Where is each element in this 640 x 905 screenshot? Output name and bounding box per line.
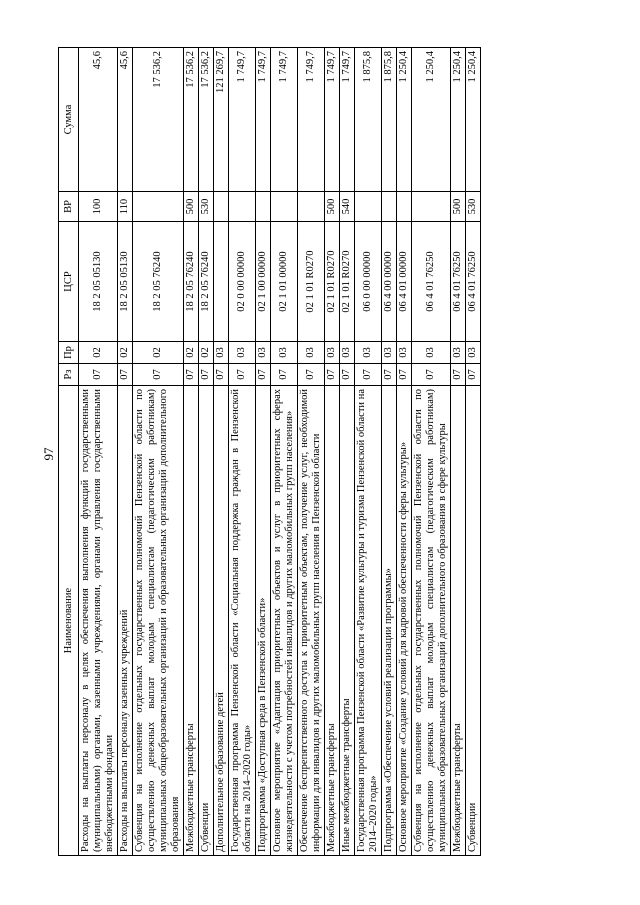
cell-csr: 06 0 00 00000 <box>355 222 382 342</box>
table-row <box>298 48 325 856</box>
cell-vr: 500 <box>325 192 340 222</box>
cell-sum: 1 875,8 <box>382 48 397 192</box>
cell-name: Субвенция на исполнение отдельных государственных полномочий Пензенской области по осуществлению денежных выплат молодым специалистам (педагогическим работникам) муниципальных общеобразовательных организаций и образовательных организаций дополнительного образования <box>133 386 184 856</box>
cell-csr: 18 2 05 76240 <box>184 222 199 342</box>
cell-csr: 06 4 01 00000 <box>397 222 412 342</box>
cell-pr: 03 <box>382 342 397 364</box>
cell-csr: 02 1 01 R0270 <box>298 222 325 342</box>
cell-pr: 02 <box>118 342 133 364</box>
cell-vr <box>271 192 298 222</box>
cell-sum: 1 749,7 <box>340 48 355 192</box>
cell-sum: 1 749,7 <box>256 48 271 192</box>
cell-csr: 18 2 05 76240 <box>199 222 214 342</box>
cell-vr: 540 <box>340 192 355 222</box>
table-row <box>79 48 118 856</box>
cell-vr <box>229 192 256 222</box>
cell-csr: 06 4 01 76250 <box>412 222 451 342</box>
cell-csr: 06 4 01 76250 <box>466 222 481 342</box>
cell-vr: 110 <box>118 192 133 222</box>
cell-pr: 03 <box>271 342 298 364</box>
cell-vr <box>214 192 229 222</box>
cell-pr: 03 <box>325 342 340 364</box>
cell-rz: 07 <box>466 364 481 386</box>
table-row <box>451 48 466 856</box>
cell-sum: 17 536,2 <box>133 48 184 192</box>
cell-name: Субвенции <box>199 386 214 856</box>
cell-rz: 07 <box>79 364 118 386</box>
cell-pr: 02 <box>79 342 118 364</box>
cell-csr: 18 2 05 05130 <box>79 222 118 342</box>
cell-name: Межбюджетные трансферты <box>325 386 340 856</box>
page-number: 97 <box>41 447 56 461</box>
table-header <box>59 48 79 856</box>
table-row <box>397 48 412 856</box>
cell-sum: 45,6 <box>79 48 118 192</box>
table-row <box>133 48 184 856</box>
cell-csr: 18 2 05 05130 <box>118 222 133 342</box>
cell-sum: 17 536,2 <box>184 48 199 192</box>
cell-pr: 03 <box>397 342 412 364</box>
cell-sum: 1 875,8 <box>355 48 382 192</box>
cell-name: Иные межбюджетные трансферты <box>340 386 355 856</box>
cell-rz: 07 <box>256 364 271 386</box>
cell-name: Обеспечение беспрепятственного доступа к приоритетным объектам, получение услуг, необходимой информации для инвалидов и других маломобильных групп населения в Пензенской области <box>298 386 325 856</box>
header-sum: Сумма <box>59 48 79 192</box>
table-row <box>229 48 256 856</box>
budget-table-container <box>58 48 582 856</box>
cell-name: Основное мероприятие «Создание условий для кадровой обеспеченности сферы культуры» <box>397 386 412 856</box>
cell-pr: 03 <box>451 342 466 364</box>
cell-rz: 07 <box>229 364 256 386</box>
cell-csr: 02 0 00 00000 <box>229 222 256 342</box>
header-csr: ЦСР <box>59 222 79 342</box>
table-body <box>79 48 481 856</box>
cell-pr: 02 <box>133 342 184 364</box>
cell-rz: 07 <box>382 364 397 386</box>
cell-vr <box>397 192 412 222</box>
table-row <box>184 48 199 856</box>
cell-rz: 07 <box>184 364 199 386</box>
table-row <box>118 48 133 856</box>
cell-pr: 02 <box>199 342 214 364</box>
cell-vr <box>133 192 184 222</box>
cell-vr: 530 <box>466 192 481 222</box>
cell-rz: 07 <box>133 364 184 386</box>
cell-rz: 07 <box>271 364 298 386</box>
cell-vr <box>412 192 451 222</box>
cell-vr: 500 <box>184 192 199 222</box>
table-row <box>382 48 397 856</box>
cell-pr: 03 <box>340 342 355 364</box>
cell-pr: 03 <box>214 342 229 364</box>
cell-csr: 02 1 00 00000 <box>256 222 271 342</box>
table-row <box>199 48 214 856</box>
table-row <box>214 48 229 856</box>
cell-name: Государственная программа Пензенской области «Социальная поддержка граждан в Пензенской области на 2014–2020 годы» <box>229 386 256 856</box>
cell-pr: 03 <box>229 342 256 364</box>
cell-csr: 02 1 01 R0270 <box>340 222 355 342</box>
cell-sum: 45,6 <box>118 48 133 192</box>
cell-rz: 07 <box>451 364 466 386</box>
cell-name: Межбюджетные трансферты <box>184 386 199 856</box>
cell-csr: 06 4 00 00000 <box>382 222 397 342</box>
cell-sum: 1 749,7 <box>298 48 325 192</box>
cell-sum: 1 749,7 <box>271 48 298 192</box>
cell-vr <box>382 192 397 222</box>
cell-name: Субвенции <box>466 386 481 856</box>
cell-pr: 03 <box>412 342 451 364</box>
cell-vr <box>355 192 382 222</box>
cell-rz: 07 <box>397 364 412 386</box>
cell-sum: 1 250,4 <box>451 48 466 192</box>
cell-pr: 03 <box>256 342 271 364</box>
header-name: Наименование <box>59 386 79 856</box>
cell-name: Межбюджетные трансферты <box>451 386 466 856</box>
cell-csr <box>214 222 229 342</box>
table-row <box>355 48 382 856</box>
table-row <box>466 48 481 856</box>
table-row <box>325 48 340 856</box>
cell-csr: 06 4 01 76250 <box>451 222 466 342</box>
cell-rz: 07 <box>214 364 229 386</box>
header-vr: ВР <box>59 192 79 222</box>
cell-vr: 500 <box>451 192 466 222</box>
cell-name: Дополнительное образование детей <box>214 386 229 856</box>
cell-vr: 100 <box>79 192 118 222</box>
cell-rz: 07 <box>199 364 214 386</box>
cell-vr <box>256 192 271 222</box>
budget-table <box>58 47 481 856</box>
cell-rz: 07 <box>340 364 355 386</box>
cell-name: Подпрограмма «Доступная среда в Пензенской области» <box>256 386 271 856</box>
header-pr: Пр <box>59 342 79 364</box>
cell-rz: 07 <box>325 364 340 386</box>
header-row <box>59 48 79 856</box>
table-row <box>340 48 355 856</box>
cell-sum: 1 749,7 <box>229 48 256 192</box>
cell-rz: 07 <box>298 364 325 386</box>
cell-sum: 1 250,4 <box>466 48 481 192</box>
cell-sum: 1 749,7 <box>325 48 340 192</box>
cell-sum: 17 536,2 <box>199 48 214 192</box>
cell-csr: 02 1 01 R0270 <box>325 222 340 342</box>
cell-rz: 07 <box>355 364 382 386</box>
cell-sum: 1 250,4 <box>412 48 451 192</box>
table-row <box>256 48 271 856</box>
cell-pr: 03 <box>355 342 382 364</box>
cell-rz: 07 <box>118 364 133 386</box>
cell-name: Основное мероприятие «Адаптация приоритетных объектов и услуг в приоритетных сферах жизнедеятельности с учетом потребностей инвалидов и других маломобильных групп населения» <box>271 386 298 856</box>
cell-pr: 02 <box>184 342 199 364</box>
cell-pr: 03 <box>298 342 325 364</box>
cell-name: Субвенция на исполнение отдельных государственных полномочий Пензенской области по осуществлению денежных выплат молодым специалистам (педагогическим работникам) муниципальных образовательных организаций дополнительного образования в сфере культуры <box>412 386 451 856</box>
cell-vr: 530 <box>199 192 214 222</box>
cell-name: Расходы на выплаты персоналу казенных учреждений <box>118 386 133 856</box>
table-row <box>271 48 298 856</box>
cell-pr: 03 <box>466 342 481 364</box>
header-rz: Рз <box>59 364 79 386</box>
cell-sum: 1 250,4 <box>397 48 412 192</box>
cell-csr: 02 1 01 00000 <box>271 222 298 342</box>
cell-name: Расходы на выплаты персоналу в целях обеспечения выполнения функций государственными (муниципальными) органами, казенными учреждениями, органами управления государственными внебюджетными фондами <box>79 386 118 856</box>
table-row <box>412 48 451 856</box>
cell-sum: 121 269,7 <box>214 48 229 192</box>
cell-name: Подпрограмма «Обеспечение условий реализации программы» <box>382 386 397 856</box>
cell-rz: 07 <box>412 364 451 386</box>
cell-name: Государственная программа Пензенской области «Развитие культуры и туризма Пензенской области на 2014–2020 годы» <box>355 386 382 856</box>
cell-vr <box>298 192 325 222</box>
cell-csr: 18 2 05 76240 <box>133 222 184 342</box>
